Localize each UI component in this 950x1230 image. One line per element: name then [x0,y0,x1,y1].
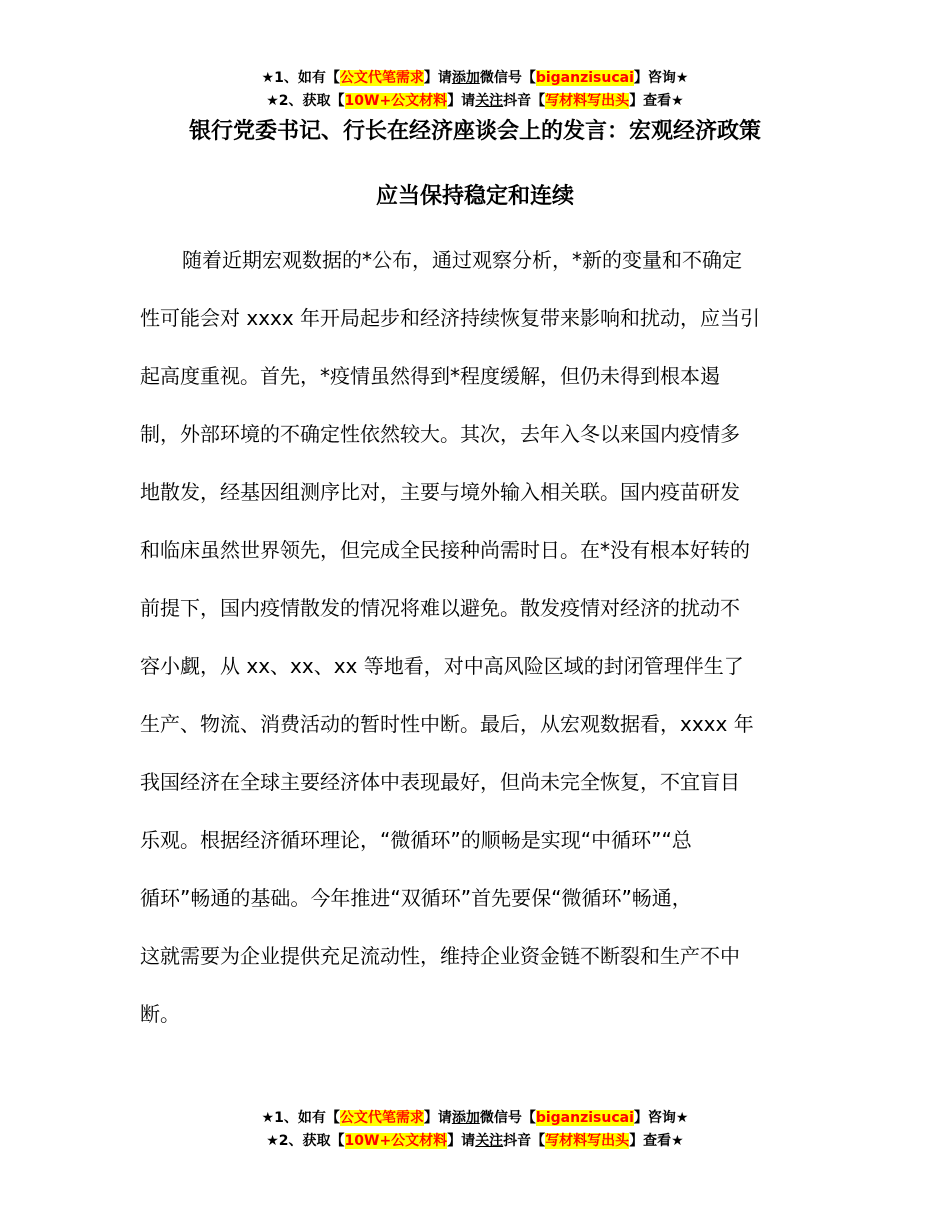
promo-footer [0,1107,950,1153]
promo-text: ★1、如有【 [261,70,340,86]
promo-text: 微信号【 [479,70,536,86]
body-line: 循环”畅通的基础。今年推进“双循环”首先要保“微循环”畅通， [140,886,692,910]
body-line: 容小觑，从 xx、xx、xx 等地看，对中高风险区域的封闭管理伴生了 [140,654,744,678]
body-line: 起高度重视。首先，*疫情虽然得到*程度缓解，但仍未得到根本遏 [140,364,720,388]
body-line: 地散发，经基因组测序比对，主要与境外输入相关联。国内疫苗研发 [140,480,740,504]
promo-line-1 [0,67,950,90]
promo-text: 】查看★ [629,1133,684,1149]
body-line: 制，外部环境的不确定性依然较大。其次，去年入冬以来国内疫情多 [140,422,740,446]
promo-text: 】请 [423,1110,452,1126]
promo-line-2 [0,90,950,113]
body-line: 断。 [140,1002,180,1026]
document-title-line-2: 应当保持稳定和连续 [375,184,574,209]
promo-highlight: 写材料写出头 [545,1133,630,1149]
body-line: 乐观。根据经济循环理论，“微循环”的顺畅是实现“中循环”“总 [140,828,692,852]
body-line: 随着近期宏观数据的*公布，通过观察分析，*新的变量和不确定 [182,248,742,272]
promo-text: ★1、如有【 [261,1110,340,1126]
promo-text: 】请 [447,1133,476,1149]
promo-text: 】请 [423,70,452,86]
promo-text: 】咨询★ [633,1110,689,1126]
promo-highlight: 公文代笔需求 [339,70,424,86]
promo-highlight: 写材料写出头 [545,93,630,109]
document-body [140,240,812,1052]
promo-text: ★2、获取【 [266,93,345,109]
promo-highlight: 10W+公文材料 [344,93,448,109]
promo-highlight: 公文代笔需求 [339,1110,424,1126]
promo-highlight: biganzisucai [535,70,634,86]
body-line: 我国经济在全球主要经济体中表现最好，但尚未完全恢复，不宜盲目 [140,770,740,794]
body-line: 生产、物流、消费活动的暂时性中断。最后，从宏观数据看，xxxx 年 [140,712,754,736]
promo-line-1 [0,1107,950,1130]
promo-text: 】查看★ [629,93,684,109]
promo-line-2 [0,1130,950,1153]
promo-header [0,67,950,113]
body-line: 前提下，国内疫情散发的情况将难以避免。散发疫情对经济的扰动不 [140,596,740,620]
body-line: 性可能会对 xxxx 年开局起步和经济持续恢复带来影响和扰动，应当引 [140,306,761,330]
promo-text: 抖音【 [503,1133,546,1149]
promo-text: 】咨询★ [633,70,689,86]
promo-highlight: 10W+公文材料 [344,1133,448,1149]
document-title-line-1: 银行党委书记、行长在经济座谈会上的发言：宏观经济政策 [188,119,761,144]
promo-text: 微信号【 [479,1110,536,1126]
body-line: 这就需要为企业提供充足流动性，维持企业资金链不断裂和生产不中 [140,944,740,968]
promo-underlined: 关注 [475,93,504,109]
body-line: 和临床虽然世界领先，但完成全民接种尚需时日。在*没有根本好转的 [140,538,750,562]
promo-text: 抖音【 [503,93,546,109]
promo-text: ★2、获取【 [266,1133,345,1149]
promo-underlined: 添加 [451,1110,480,1126]
promo-text: 】请 [447,93,476,109]
promo-underlined: 添加 [451,70,480,86]
promo-underlined: 关注 [475,1133,504,1149]
promo-highlight: biganzisucai [535,1110,634,1126]
